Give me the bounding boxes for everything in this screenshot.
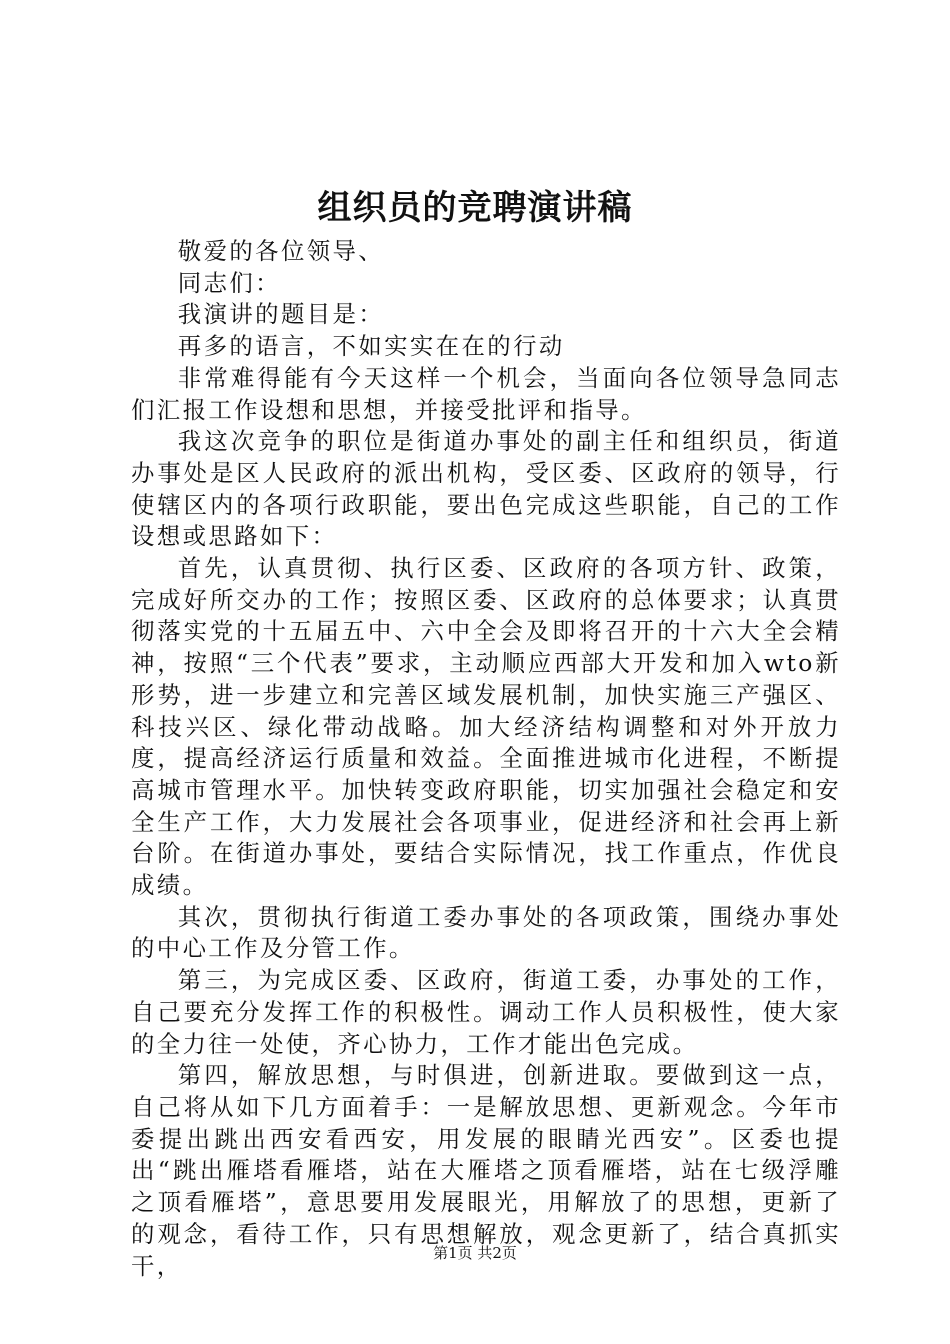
body-paragraph: 第四，解放思想，与时俱进，创新进取。要做到这一点，自己将从如下几方面着手：一是解放思想、更新观念。今年市委提出跳出西安看西安，用发展的眼睛光西安”。区委也提出“跳出雁塔看雁塔，站在大雁塔之顶看雁塔，站在七级浮雕之顶看雁塔”，意思要用发展眼光，用解放了的思想，更新了的观念，看待工作，只有思想解放，观念更新了，结合真抓实干， — [131, 1061, 841, 1280]
salutation-line-1: 敬爱的各位领导、 — [177, 237, 385, 265]
body-paragraph: 其次，贯彻执行街道工委办事处的各项政策，围绕办事处的中心工作及分管工作。 — [131, 902, 841, 963]
speech-topic: 再多的语言，不如实实在在的行动 — [177, 332, 565, 361]
body-paragraph: 非常难得能有今天这样一个机会，当面向各位领导急同志们汇报工作设想和思想，并接受批评和指导。 — [131, 363, 841, 424]
salutation-line-2: 同志们： — [177, 268, 281, 297]
document-body — [131, 236, 841, 1282]
body-paragraph: 我这次竞争的职位是街道办事处的副主任和组织员，街道办事处是区人民政府的派出机构，受区委、区政府的领导，行使辖区内的各项行政职能，要出色完成这些职能，自己的工作设想或思路如下： — [131, 427, 841, 551]
page-number-footer: 第1页 共2页 — [433, 1244, 517, 1262]
document-title: 组织员的竞聘演讲稿 — [317, 188, 633, 228]
body-paragraph: 首先，认真贯彻、执行区委、区政府的各项方针、政策，完成好所交办的工作；按照区委、区政府的总体要求；认真贯彻落实党的十五届五中、六中全会及即将召开的十六大全会精神，按照“三个代表”要求，主动顺应西部大开发和加入wto新形势，进一步建立和完善区域发展机制，加快实施三产强区、科技兴区、绿化带动战略。加大经济结构调整和对外开放力度，提高经济运行质量和效益。全面推进城市化进程，不断提高城市管理水平。加快转变政府职能，切实加强社会稳定和安全生产工作，大力发展社会各项事业，促进经济和社会再上新台阶。在街道办事处，要结合实际情况，找工作重点，作优良成绩。 — [131, 554, 841, 900]
body-paragraph: 第三，为完成区委、区政府，街道工委，办事处的工作，自己要充分发挥工作的积极性。调动工作人员积极性，使大家的全力往一处使，齐心协力，工作才能出色完成。 — [131, 966, 841, 1058]
speech-topic-label: 我演讲的题目是： — [177, 300, 385, 329]
